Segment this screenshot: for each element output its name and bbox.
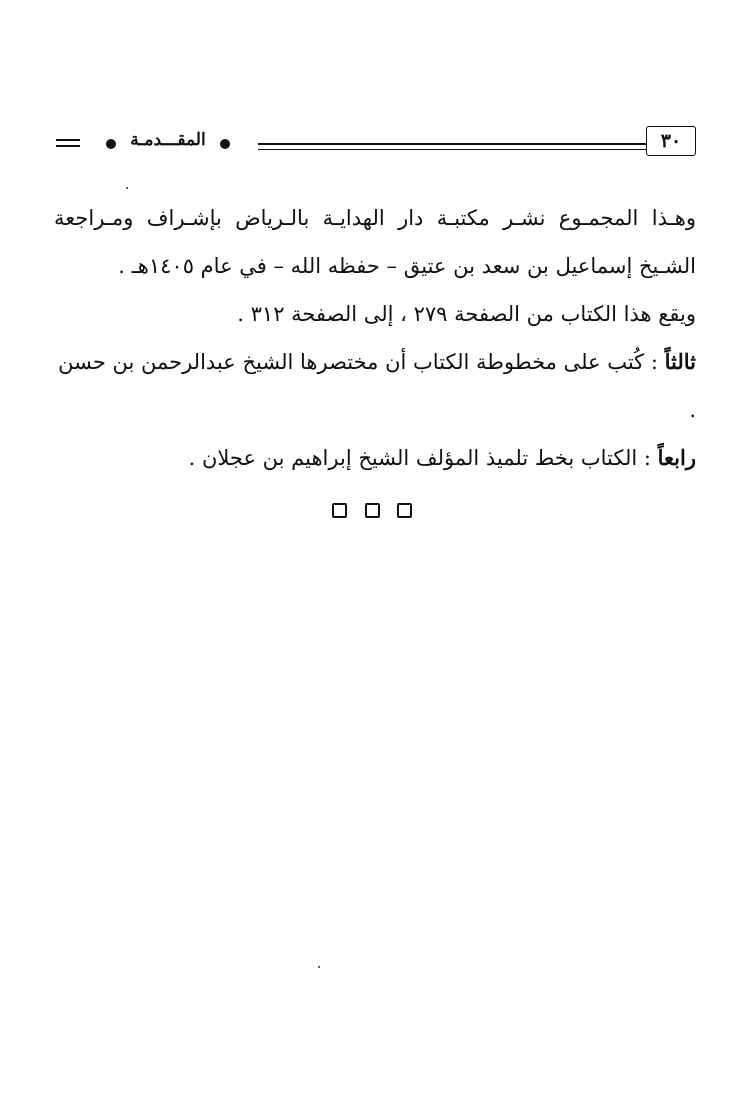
paragraph-third: [54, 338, 696, 434]
end-square-icon: [397, 503, 412, 518]
paragraph-page-range: ويقع هذا الكتاب من الصفحة ٢٧٩ ، إلى الصفحة ٣١٢ .: [237, 302, 696, 326]
end-square-icon: [365, 503, 380, 518]
scan-speck: [126, 187, 128, 189]
end-square-icon: [332, 503, 347, 518]
header-bullet-right: [220, 139, 230, 149]
paragraph-third-text: : كُتب على مخطوطة الكتاب أن مختصرها الشيخ عبدالرحمن بن حسن .: [58, 350, 696, 422]
section-end-ornament: [332, 501, 412, 521]
header-double-bar-ornament: [56, 139, 80, 147]
body-text: [54, 194, 696, 482]
paragraph-fourth-lead: رابعاً: [657, 445, 696, 470]
header-double-rule: [258, 143, 646, 150]
paragraph-fourth: [54, 434, 696, 482]
scan-speck: [318, 966, 320, 968]
section-title: المقـــدمـة: [130, 130, 206, 150]
header-bullet-left: [106, 139, 116, 149]
paragraph-publication: وهـذا المجمـوع نشـر مكتبـة دار الهدايـة بالـرياض بإشـراف ومـراجعة الشـيخ إسماعيل بن سعد بن عتيق – حفظه الله – في عام ١٤٠٥هـ .: [54, 206, 696, 278]
page-number-box: [646, 126, 696, 156]
paragraph-fourth-text: : الكتاب بخط تلميذ المؤلف الشيخ إبراهيم بن عجلان .: [188, 446, 658, 470]
paragraph-third-lead: ثالثاً: [664, 349, 696, 374]
page-header: [56, 126, 696, 162]
page-number: ٣٠: [660, 130, 682, 152]
